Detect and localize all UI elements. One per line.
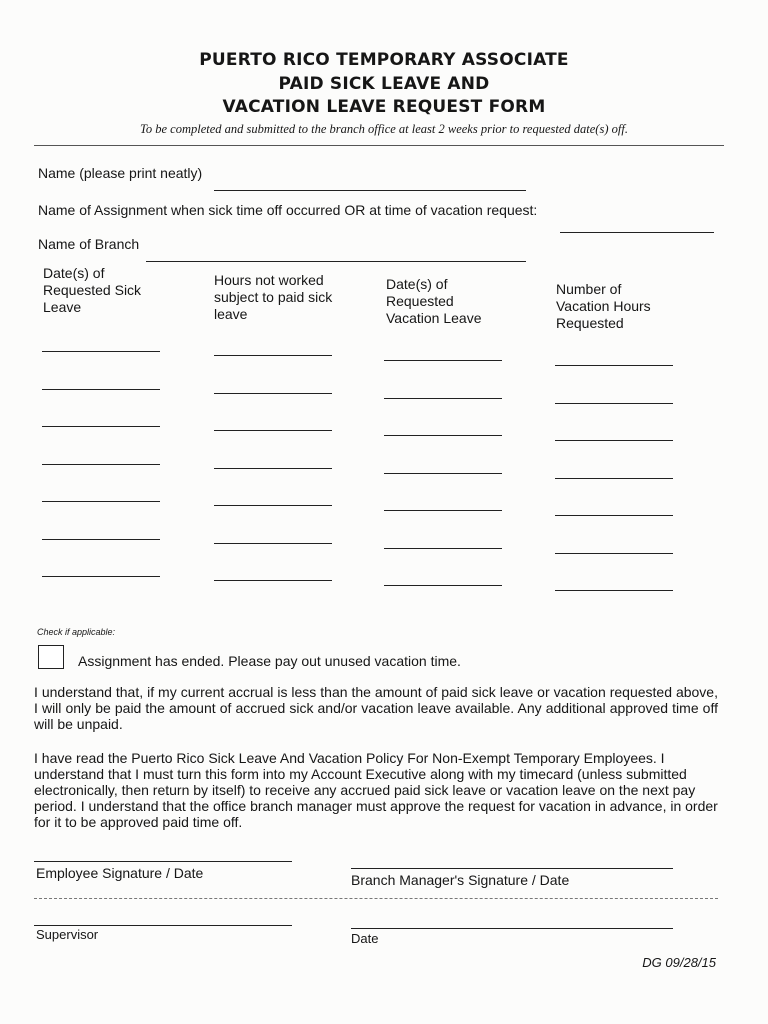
date-label: Date (351, 931, 379, 946)
employee-signature-line[interactable] (34, 861, 292, 862)
table-entry-line[interactable] (384, 398, 502, 399)
table-entry-line[interactable] (384, 510, 502, 511)
col-header-sick-hours: Hours not worked subject to paid sick leave (214, 272, 333, 322)
table-entry-line[interactable] (384, 360, 502, 361)
accrual-paragraph: I understand that, if my current accrual is less than the amount of paid sick leave or vacation requested above, I will only be paid the amount of accrued sick and/or vacation leave available. Any additional approved time off will be unpaid. (34, 684, 718, 732)
table-entry-line[interactable] (42, 501, 160, 502)
table-entry-line[interactable] (555, 478, 673, 479)
supervisor-label: Supervisor (36, 927, 99, 942)
table-entry-line[interactable] (42, 576, 160, 577)
table-entry-line[interactable] (214, 355, 332, 356)
assignment-input-line[interactable] (560, 232, 714, 233)
table-entry-line[interactable] (555, 365, 673, 366)
table-entry-line[interactable] (214, 543, 332, 544)
table-entry-line[interactable] (214, 468, 332, 469)
submission-instructions: To be completed and submitted to the branch office at least 2 weeks prior to requested date(s) off. (140, 122, 628, 136)
assignment-label: Name of Assignment when sick time off occurred OR at time of vacation request: (38, 202, 538, 218)
table-entry-line[interactable] (214, 505, 332, 506)
table-entry-line[interactable] (555, 403, 673, 404)
table-entry-line[interactable] (555, 553, 673, 554)
table-entry-line[interactable] (42, 351, 160, 352)
table-entry-line[interactable] (384, 435, 502, 436)
employee-signature-label: Employee Signature / Date (36, 865, 204, 881)
table-entry-line[interactable] (214, 430, 332, 431)
table-entry-line[interactable] (555, 515, 673, 516)
table-entry-line[interactable] (42, 389, 160, 390)
branch-label: Name of Branch (38, 236, 140, 252)
table-entry-line[interactable] (214, 393, 332, 394)
manager-signature-line[interactable] (351, 868, 673, 869)
date-line[interactable] (351, 928, 673, 929)
header-rule (34, 145, 724, 146)
manager-signature-label: Branch Manager's Signature / Date (351, 872, 570, 888)
col-header-vacation-dates: Date(s) of Requested Vacation Leave (386, 276, 482, 326)
col-header-vacation-hours: Number of Vacation Hours Requested (556, 281, 651, 331)
table-entry-line[interactable] (214, 580, 332, 581)
assignment-ended-label: Assignment has ended. Please pay out unused vacation time. (78, 653, 461, 669)
table-entry-line[interactable] (42, 464, 160, 465)
table-entry-line[interactable] (384, 585, 502, 586)
table-entry-line[interactable] (42, 426, 160, 427)
branch-input-line[interactable] (146, 261, 526, 262)
check-note: Check if applicable: (37, 627, 116, 637)
table-entry-line[interactable] (384, 548, 502, 549)
form-version: DG 09/28/15 (642, 955, 716, 970)
signature-divider (34, 898, 718, 899)
assignment-ended-checkbox[interactable] (38, 645, 64, 669)
supervisor-signature-line[interactable] (34, 925, 292, 926)
form-title-line-3: VACATION LEAVE REQUEST FORM (222, 97, 546, 117)
table-entry-line[interactable] (384, 473, 502, 474)
col-header-sick-dates: Date(s) of Requested Sick Leave (43, 265, 142, 315)
name-label: Name (please print neatly) (38, 165, 203, 181)
table-entry-line[interactable] (555, 590, 673, 591)
form-title-line-2: PAID SICK LEAVE AND (278, 74, 490, 94)
form-title-line-1: PUERTO RICO TEMPORARY ASSOCIATE (199, 50, 569, 70)
policy-paragraph: I have read the Puerto Rico Sick Leave And Vacation Policy For Non-Exempt Temporary Employees. I understand that I must turn this form into my Account Executive along with my timecard (unless submitted electronically, then return by itself) to receive any accrued paid sick leave or vacation leave on the next pay period. I understand that the office branch manager must approve the request for vacation in advance, in order for it to be approved paid time off. (34, 750, 718, 830)
name-input-line[interactable] (214, 190, 526, 191)
table-entry-line[interactable] (42, 539, 160, 540)
table-entry-line[interactable] (555, 440, 673, 441)
